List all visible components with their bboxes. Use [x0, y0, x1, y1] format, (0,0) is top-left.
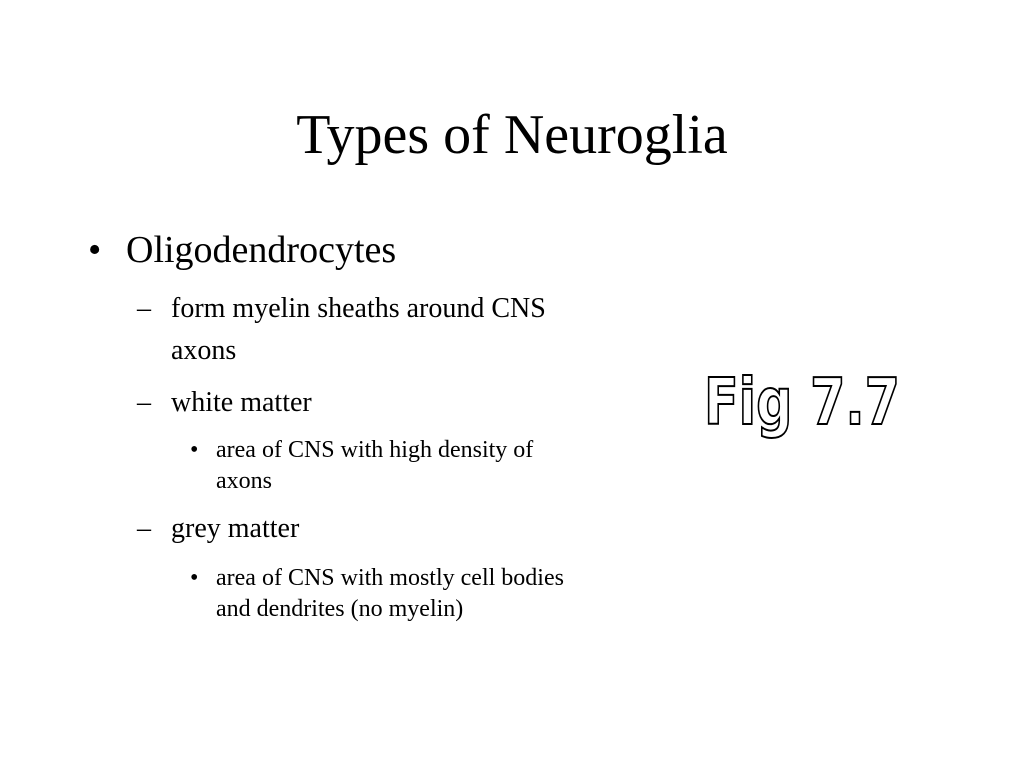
dash-marker: – [137, 513, 151, 544]
bullet-label: Oligodendrocytes [126, 229, 397, 271]
dash-marker: – [137, 293, 151, 324]
sub-item-grey-matter [137, 508, 577, 550]
figure-reference [700, 358, 910, 444]
slide-title: Types of Neuroglia [296, 104, 728, 166]
detail-label: area of CNS with high density of axons [216, 437, 534, 494]
figure-reference-text: Fig 7.7 [704, 366, 900, 440]
sub-item-label: grey matter [171, 513, 300, 544]
detail-label: area of CNS with mostly cell bodies and dendrites (no myelin) [216, 565, 564, 622]
bullet-marker: • [190, 565, 199, 591]
figure-reference-outline [700, 358, 910, 444]
sub-item-label: form myelin sheaths around CNS axons [171, 293, 546, 366]
bullet-marker: • [190, 437, 199, 463]
detail-white-matter [190, 435, 570, 497]
bullet-marker: • [88, 229, 102, 271]
sub-item-myelin-sheaths [137, 288, 577, 372]
dash-marker: – [137, 387, 151, 418]
sub-item-white-matter [137, 382, 577, 424]
sub-item-label: white matter [171, 387, 312, 418]
detail-grey-matter [190, 563, 570, 625]
